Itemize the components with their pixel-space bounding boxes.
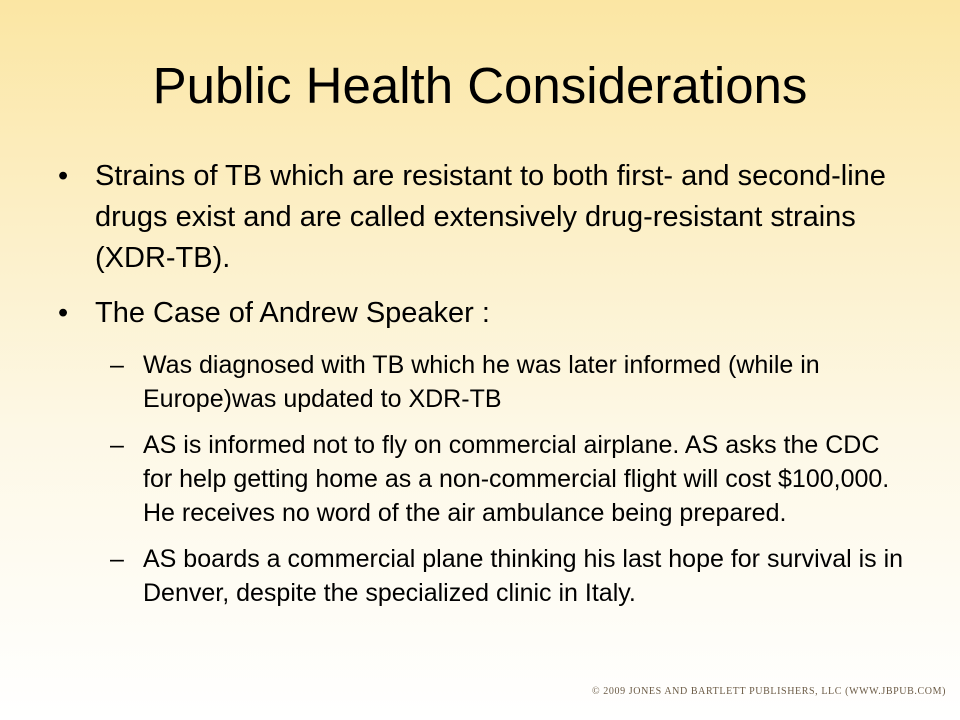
bullet-item — [58, 293, 908, 334]
sub-bullet-item — [58, 542, 908, 610]
bullet-marker: • — [58, 297, 69, 329]
copyright-notice: © 2009 JONES AND BARTLETT PUBLISHERS, LLC (WWW.JBPUB.COM) — [592, 686, 946, 697]
sub-bullet-text: Was diagnosed with TB which he was later informed (while in Europe)was updated to XDR-TB — [143, 351, 820, 413]
sub-bullet-item — [58, 348, 908, 416]
dash-marker: – — [110, 351, 124, 379]
dash-marker: – — [110, 431, 124, 459]
bullet-text: Strains of TB which are resistant to both first- and second-line drugs exist and are called extensively drug-resistant strains (XDR-TB). — [95, 160, 886, 274]
slide-body — [58, 156, 908, 622]
bullet-item — [58, 156, 908, 279]
slide-title: Public Health Considerations — [152, 57, 808, 114]
sub-bullet-item — [58, 428, 908, 530]
sub-bullet-text: AS is informed not to fly on commercial airplane. AS asks the CDC for help getting home as a non-commercial flight will cost $100,000. He receives no word of the air ambulance being prepared. — [143, 431, 890, 527]
bullet-marker: • — [58, 160, 69, 192]
bullet-text: The Case of Andrew Speaker : — [95, 297, 490, 329]
dash-marker: – — [110, 545, 124, 573]
sub-bullet-text: AS boards a commercial plane thinking his last hope for survival is in Denver, despite the specialized clinic in Italy. — [143, 545, 904, 607]
